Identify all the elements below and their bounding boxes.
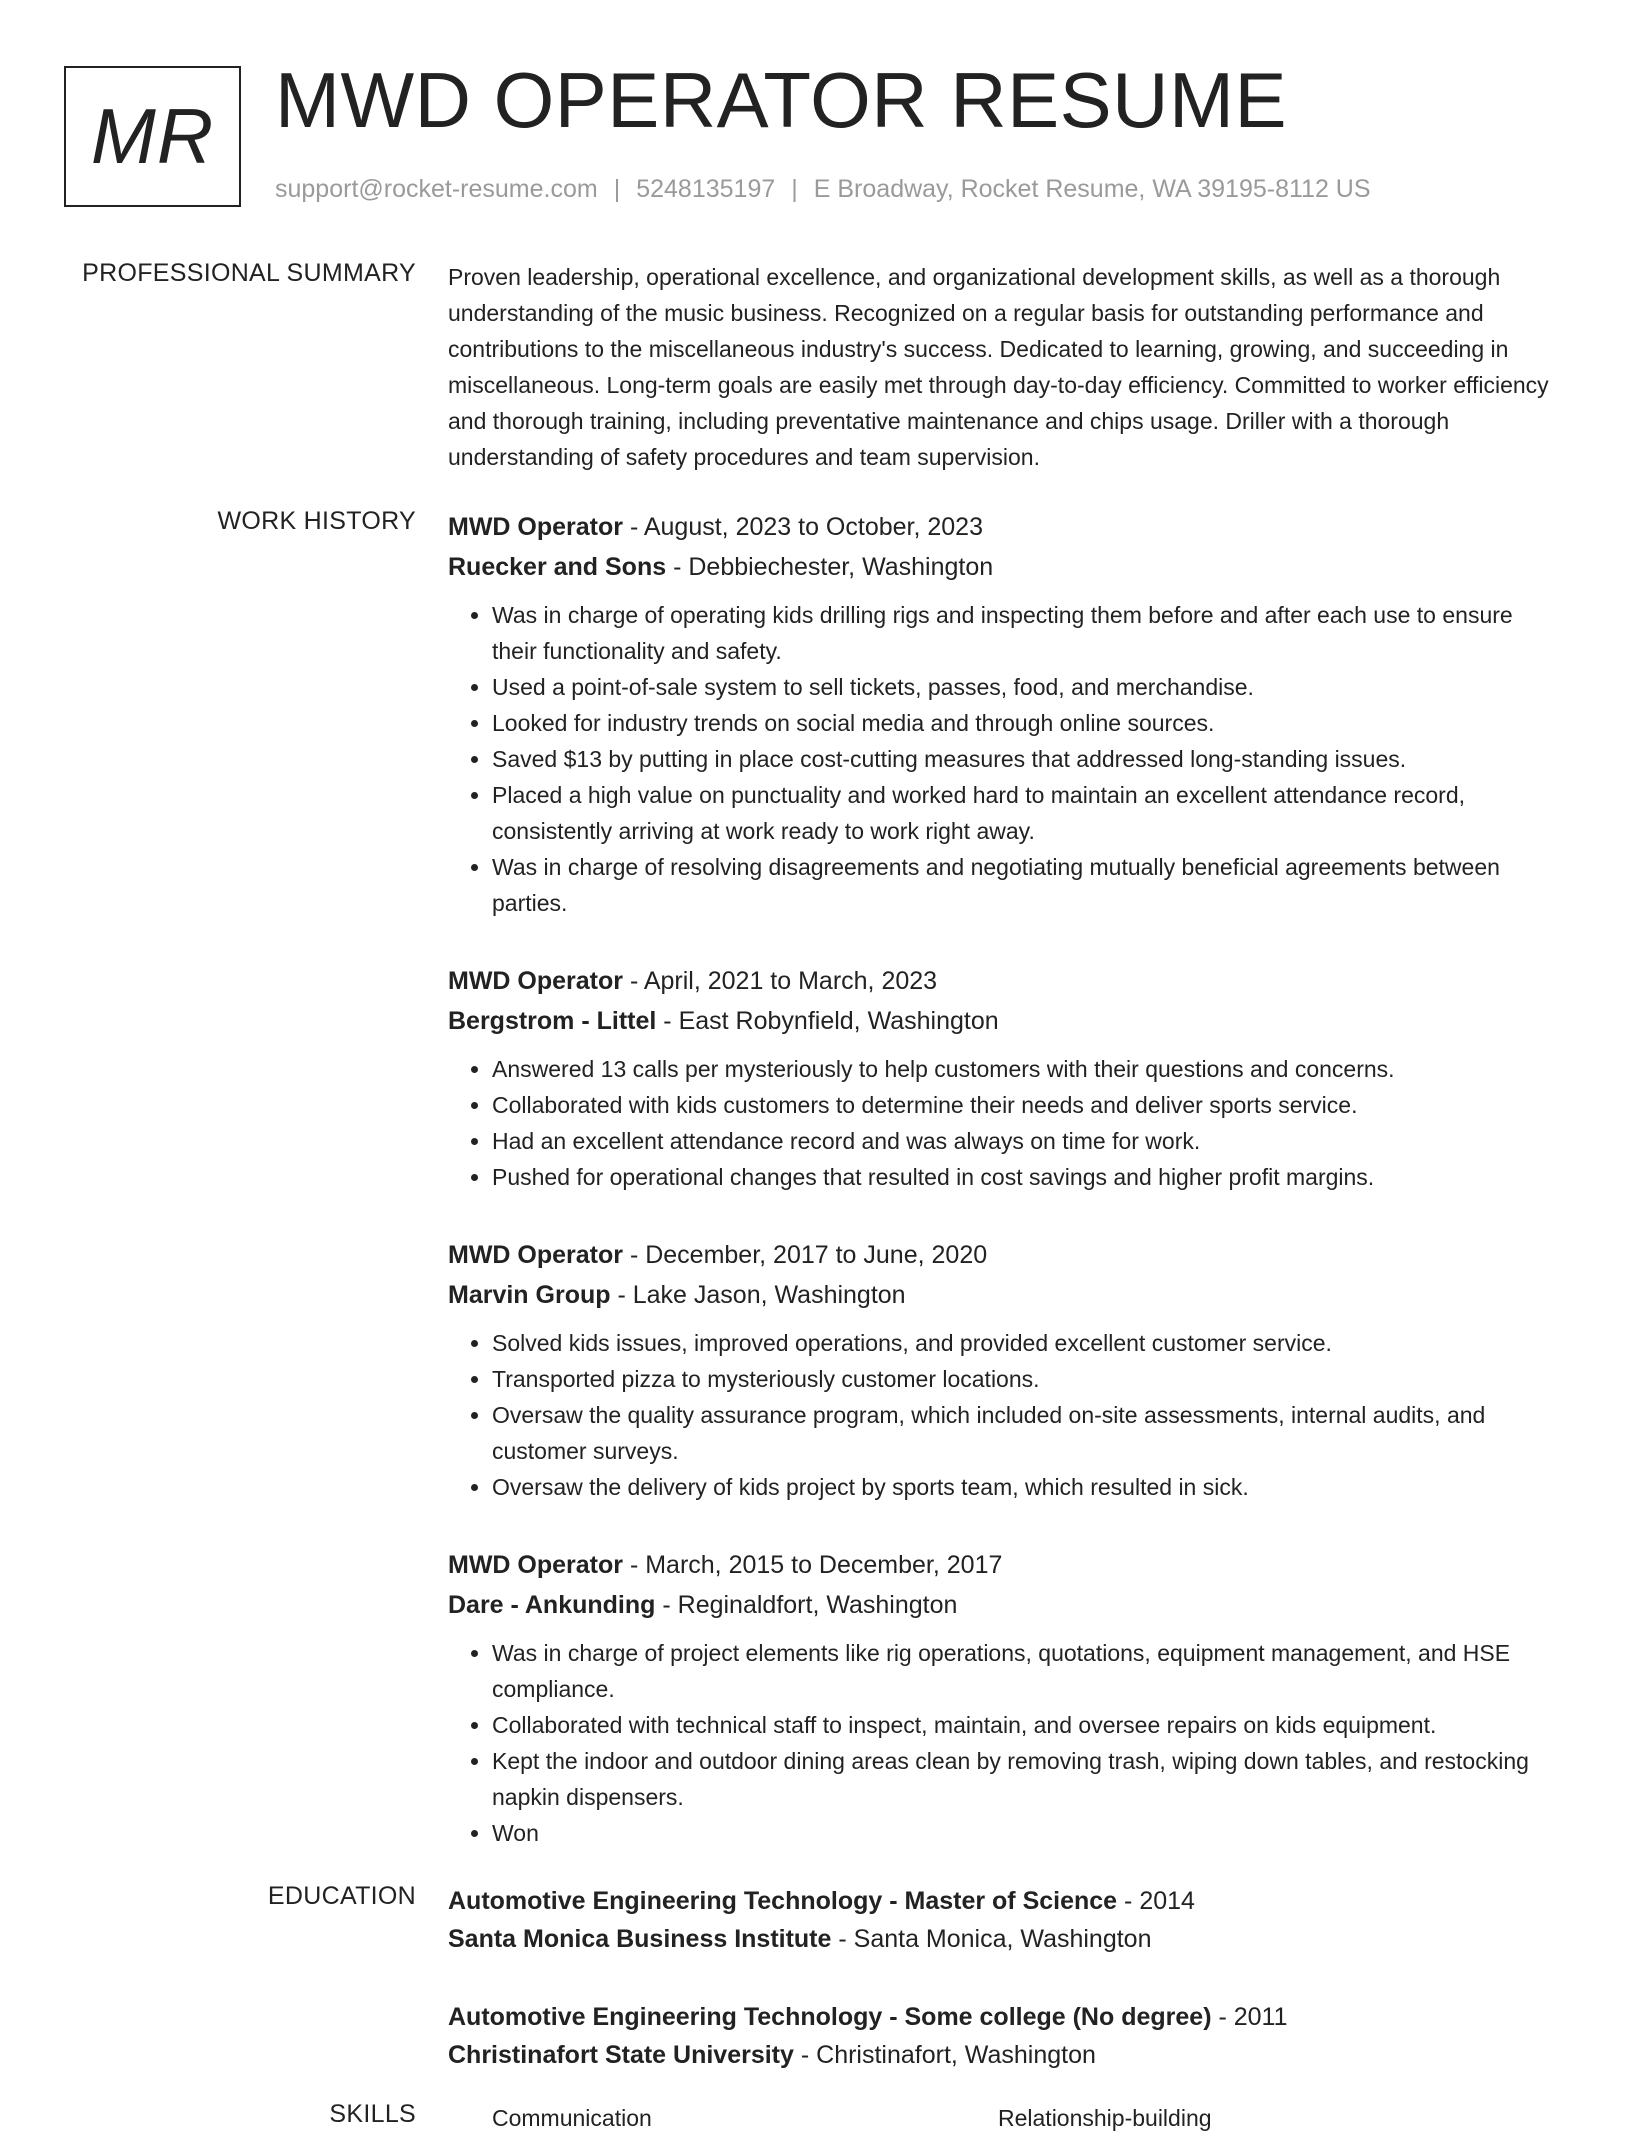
job-bullet: • Transported pizza to mysteriously customer locations. bbox=[492, 1361, 1563, 1397]
job-bullets bbox=[448, 1325, 1563, 1505]
section-label-work: WORK HISTORY bbox=[217, 507, 416, 535]
job-entry bbox=[448, 507, 1563, 921]
dash: - bbox=[831, 1925, 854, 1953]
skill-item: Communication bbox=[492, 2105, 652, 2131]
job-company-line bbox=[448, 1585, 1563, 1625]
dash: - bbox=[623, 513, 644, 541]
education-location: Santa Monica, Washington bbox=[853, 1925, 1152, 1953]
education-year: 2011 bbox=[1233, 2003, 1288, 2031]
job-title: MWD Operator bbox=[448, 967, 623, 995]
job-bullet: • Kept the indoor and outdoor dining areas clean by removing trash, wiping down tables, and restocking napkin dispensers. bbox=[492, 1743, 1563, 1815]
job-location: Lake Jason, Washington bbox=[632, 1281, 906, 1309]
resume-title: MWD OPERATOR RESUME bbox=[275, 56, 1287, 144]
job-title-line bbox=[448, 1545, 1563, 1585]
education-school: Christinafort State University bbox=[448, 2041, 794, 2069]
work-body bbox=[448, 507, 1563, 1891]
contact-email[interactable]: support@rocket-resume.com bbox=[275, 175, 598, 203]
dash: - bbox=[610, 1281, 633, 1309]
contact-separator: | bbox=[613, 175, 621, 203]
job-company-line bbox=[448, 1275, 1563, 1315]
job-dates: April, 2021 to March, 2023 bbox=[643, 967, 938, 995]
job-entry bbox=[448, 1235, 1563, 1505]
education-entry bbox=[448, 1998, 1563, 2074]
job-bullet: • Was in charge of project elements like rig operations, quotations, equipment management, and HSE compliance. bbox=[492, 1635, 1563, 1707]
job-company: Bergstrom - Littel bbox=[448, 1007, 657, 1035]
job-bullet: • Collaborated with kids customers to determine their needs and deliver sports service. bbox=[492, 1087, 1563, 1123]
education-entry bbox=[448, 1882, 1563, 1958]
job-bullets bbox=[448, 1635, 1563, 1851]
education-degree-line bbox=[448, 1882, 1563, 1920]
job-title: MWD Operator bbox=[448, 1241, 623, 1269]
monogram-logo: MR bbox=[64, 66, 241, 207]
education-school-line bbox=[448, 1920, 1563, 1958]
job-title: MWD Operator bbox=[448, 513, 623, 541]
dash: - bbox=[1117, 1887, 1140, 1915]
job-location: Debbiechester, Washington bbox=[688, 553, 994, 581]
job-bullets bbox=[448, 597, 1563, 921]
dash: - bbox=[656, 1007, 679, 1035]
education-school: Santa Monica Business Institute bbox=[448, 1925, 832, 1953]
job-company: Dare - Ankunding bbox=[448, 1591, 656, 1619]
job-bullet: • Oversaw the quality assurance program, which included on-site assessments, internal audits, and customer surveys. bbox=[492, 1397, 1563, 1469]
dash: - bbox=[623, 1241, 646, 1269]
job-bullet: • Was in charge of operating kids drilling rigs and inspecting them before and after each use to ensure their functionality and safety. bbox=[492, 597, 1563, 669]
education-degree: Automotive Engineering Technology - Master of Science bbox=[448, 1887, 1118, 1915]
dash: - bbox=[655, 1591, 678, 1619]
education-location: Christinafort, Washington bbox=[816, 2041, 1096, 2069]
job-bullet: • Was in charge of resolving disagreements and negotiating mutually beneficial agreements between parties. bbox=[492, 849, 1563, 921]
job-company: Ruecker and Sons bbox=[448, 553, 667, 581]
job-title: MWD Operator bbox=[448, 1551, 623, 1579]
job-title-line bbox=[448, 507, 1563, 547]
job-bullet: • Used a point-of-sale system to sell tickets, passes, food, and merchandise. bbox=[492, 669, 1563, 705]
contact-phone[interactable]: 5248135197 bbox=[636, 175, 776, 203]
section-label-skills: SKILLS bbox=[329, 2100, 416, 2128]
education-degree: Automotive Engineering Technology - Some college (No degree) bbox=[448, 2003, 1212, 2031]
job-bullets bbox=[448, 1051, 1563, 1195]
dash: - bbox=[623, 1551, 646, 1579]
summary-text: Proven leadership, operational excellence, and organizational development skills, as well as a thorough understanding of the music business. Recognized on a regular basis for outstanding performance and contributions to the miscellaneous industry's success. Dedicated to learning, growing, and succeeding in miscellaneous. Long-term goals are easily met through day-to-day efficiency. Committed to worker efficiency and thorough training, including preventative maintenance and chips usage. Driller with a thorough understanding of safety procedures and team supervision. bbox=[448, 264, 1549, 470]
job-entry bbox=[448, 1545, 1563, 1851]
skill-item: Relationship-building bbox=[998, 2105, 1212, 2131]
job-bullet: • Solved kids issues, improved operations, and provided excellent customer service. bbox=[492, 1325, 1563, 1361]
job-bullet: • Collaborated with technical staff to inspect, maintain, and oversee repairs on kids equipment. bbox=[492, 1707, 1563, 1743]
job-dates: March, 2015 to December, 2017 bbox=[645, 1551, 1003, 1579]
contact-separator: | bbox=[791, 175, 798, 203]
job-bullet: • Oversaw the delivery of kids project by sports team, which resulted in sick. bbox=[492, 1469, 1563, 1505]
job-dates: December, 2017 to June, 2020 bbox=[645, 1241, 988, 1269]
job-bullet: • Pushed for operational changes that resulted in cost savings and higher profit margins. bbox=[492, 1159, 1563, 1195]
section-label-education: EDUCATION bbox=[267, 1882, 416, 1910]
job-bullet: • Placed a high value on punctuality and worked hard to maintain an excellent attendance record, consistently arriving at work ready to work right away. bbox=[492, 777, 1563, 849]
job-bullet: • Won bbox=[492, 1815, 1563, 1851]
job-bullet: • Looked for industry trends on social media and through online sources. bbox=[492, 705, 1563, 741]
skills-body bbox=[448, 2100, 1563, 2136]
skills-row bbox=[448, 2100, 1563, 2136]
job-bullet: • Had an excellent attendance record and was always on time for work. bbox=[492, 1123, 1563, 1159]
job-location: Reginaldfort, Washington bbox=[677, 1591, 958, 1619]
job-title-line bbox=[448, 961, 1563, 1001]
section-label-summary: PROFESSIONAL SUMMARY bbox=[82, 259, 416, 287]
education-degree-line bbox=[448, 1998, 1563, 2036]
contact-line bbox=[275, 175, 1371, 204]
job-company-line bbox=[448, 547, 1563, 587]
summary-body bbox=[448, 259, 1563, 475]
job-bullet: • Answered 13 calls per mysteriously to help customers with their questions and concerns. bbox=[492, 1051, 1563, 1087]
job-dates: August, 2023 to October, 2023 bbox=[643, 513, 983, 541]
job-entry bbox=[448, 961, 1563, 1195]
dash: - bbox=[623, 967, 644, 995]
job-title-line bbox=[448, 1235, 1563, 1275]
job-bullet: • Saved $13 by putting in place cost-cutting measures that addressed long-standing issues. bbox=[492, 741, 1563, 777]
job-location: East Robynfield, Washington bbox=[678, 1007, 999, 1035]
education-year: 2014 bbox=[1139, 1887, 1195, 1915]
education-body bbox=[448, 1882, 1563, 2114]
contact-address: E Broadway, Rocket Resume, WA 39195-8112 US bbox=[813, 175, 1371, 203]
dash: - bbox=[1211, 2003, 1234, 2031]
dash: - bbox=[666, 553, 689, 581]
job-company: Marvin Group bbox=[448, 1281, 611, 1309]
dash: - bbox=[793, 2041, 817, 2069]
job-company-line bbox=[448, 1001, 1563, 1041]
education-school-line bbox=[448, 2036, 1563, 2074]
